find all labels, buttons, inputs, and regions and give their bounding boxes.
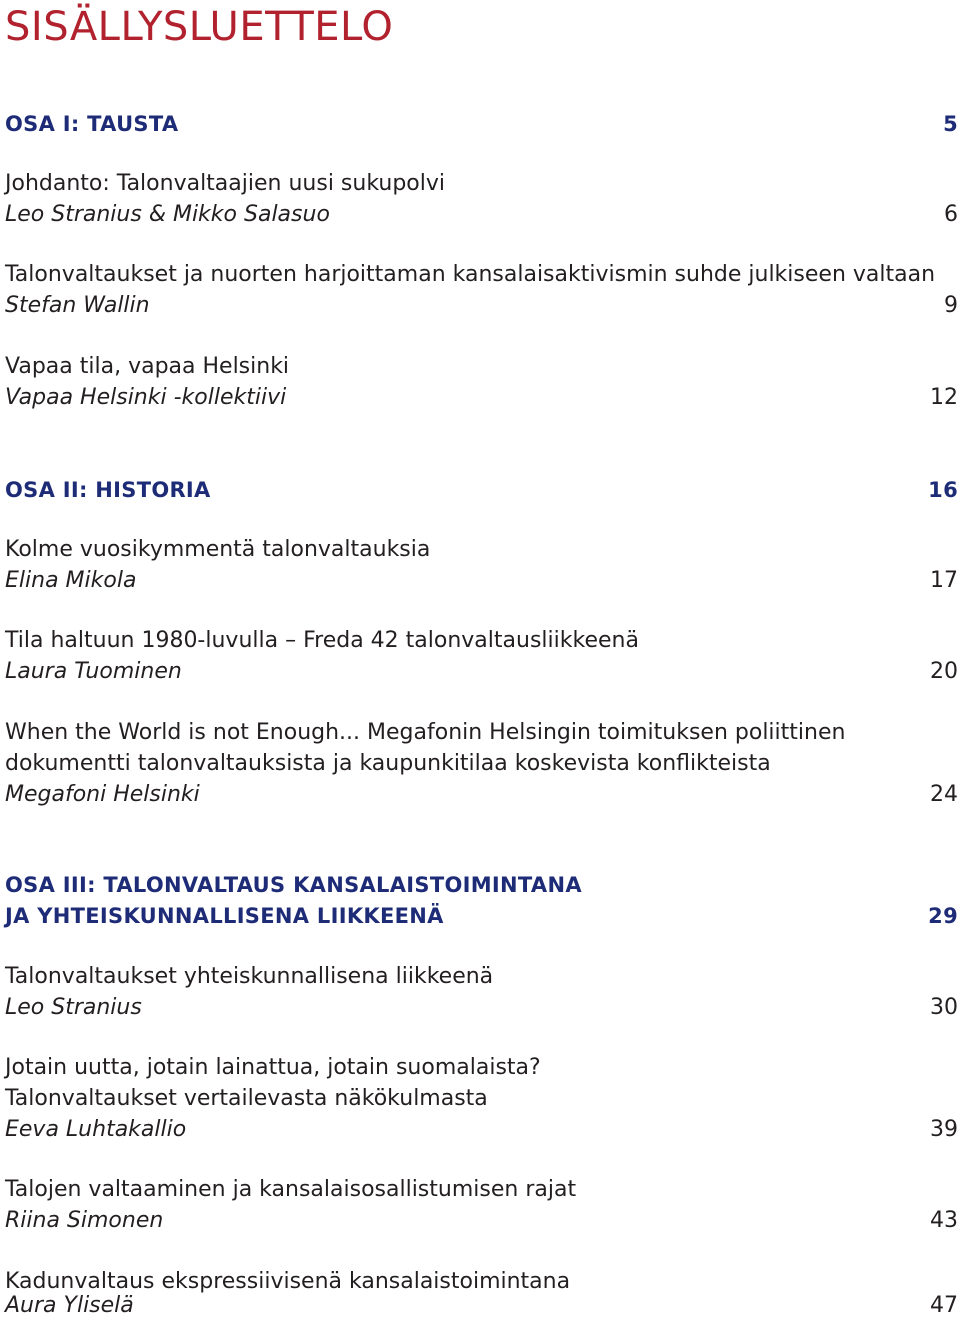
page-number: 16: [928, 478, 958, 502]
toc-entry-title[interactable]: Kadunvaltaus ekspressiivisenä kansalaistoimintana: [5, 1269, 571, 1294]
part-heading-label: OSA II: HISTORIA: [5, 478, 211, 502]
toc-entry-title[interactable]: Johdanto: Talonvaltaajien uusi sukupolvi: [5, 171, 445, 196]
toc-entry-author-row[interactable]: [5, 200, 958, 230]
toc-entry-title[interactable]: Tila haltuun 1980-luvulla – Freda 42 talonvaltausliikkeenä: [5, 628, 639, 653]
page-number: 9: [944, 293, 958, 318]
toc-entry-title[interactable]: Vapaa tila, vapaa Helsinki: [5, 354, 290, 379]
author-name: Megafoni Helsinki: [5, 782, 200, 807]
author-name: Vapaa Helsinki -kollektiivi: [5, 385, 287, 410]
author-name: Eeva Luhtakallio: [5, 1117, 187, 1142]
part-heading-label: JA YHTEISKUNNALLISENA LIIKKEENÄ: [5, 904, 444, 928]
toc-entry-title[interactable]: Talonvaltaukset ja nuorten harjoittaman kansalaisaktivismin suhde julkiseen valtaan: [5, 262, 936, 287]
toc-entry-title[interactable]: Talonvaltaukset yhteiskunnallisena liikkeenä: [5, 964, 494, 989]
page-number: 30: [930, 995, 958, 1020]
author-name: Stefan Wallin: [5, 293, 150, 318]
author-name: Laura Tuominen: [5, 659, 182, 684]
page-number: 5: [943, 112, 958, 136]
toc-entry-author-row[interactable]: [5, 657, 958, 687]
author-name: Riina Simonen: [5, 1208, 164, 1233]
toc-entry-author-row[interactable]: [5, 1291, 958, 1321]
toc-entry-author-row[interactable]: [5, 566, 958, 596]
toc-entry-title[interactable]: Jotain uutta, jotain lainattua, jotain suomalaista?: [5, 1055, 541, 1080]
toc-entry-author-row[interactable]: [5, 1206, 958, 1236]
author-name: Aura Yliselä: [5, 1293, 134, 1318]
toc-entry-author-row[interactable]: [5, 993, 958, 1023]
toc-entry-author-row[interactable]: [5, 291, 958, 321]
page-number: 47: [930, 1293, 958, 1318]
page-number: 6: [944, 202, 958, 227]
toc-entry-author-row[interactable]: [5, 780, 958, 810]
page-number: 24: [930, 782, 958, 807]
author-name: Elina Mikola: [5, 568, 137, 593]
toc-entry-title-continued[interactable]: Talonvaltaukset vertailevasta näkökulmasta: [5, 1086, 488, 1111]
part-heading-osa-1[interactable]: [5, 109, 958, 139]
page-number: 43: [930, 1208, 958, 1233]
part-heading-label: OSA I: TAUSTA: [5, 112, 179, 136]
part-heading-osa-3-continued[interactable]: [5, 901, 958, 931]
page-number: 12: [930, 385, 958, 410]
part-heading-label: OSA III: TALONVALTAUS KANSALAISTOIMINTANA: [5, 873, 582, 897]
page-number: 29: [928, 904, 958, 928]
toc-entry-author-row[interactable]: [5, 383, 958, 413]
author-name: Leo Stranius: [5, 995, 142, 1020]
page-title: SISÄLLYSLUETTELO: [5, 4, 394, 50]
toc-entry-author-row[interactable]: [5, 1115, 958, 1145]
toc-entry-title[interactable]: Talojen valtaaminen ja kansalaisosallistumisen rajat: [5, 1177, 577, 1202]
part-heading-osa-2[interactable]: [5, 475, 958, 505]
toc-entry-title[interactable]: Kolme vuosikymmentä talonvaltauksia: [5, 537, 431, 562]
author-name: Leo Stranius & Mikko Salasuo: [5, 202, 330, 227]
toc-entry-title[interactable]: When the World is not Enough... Megafonin Helsingin toimituksen poliittinen: [5, 720, 846, 745]
page-number: 20: [930, 659, 958, 684]
toc-entry-title-continued[interactable]: dokumentti talonvaltauksista ja kaupunkitilaa koskevista konflikteista: [5, 751, 771, 776]
page-number: 39: [930, 1117, 958, 1142]
part-heading-osa-3[interactable]: [5, 870, 958, 900]
page-number: 17: [930, 568, 958, 593]
